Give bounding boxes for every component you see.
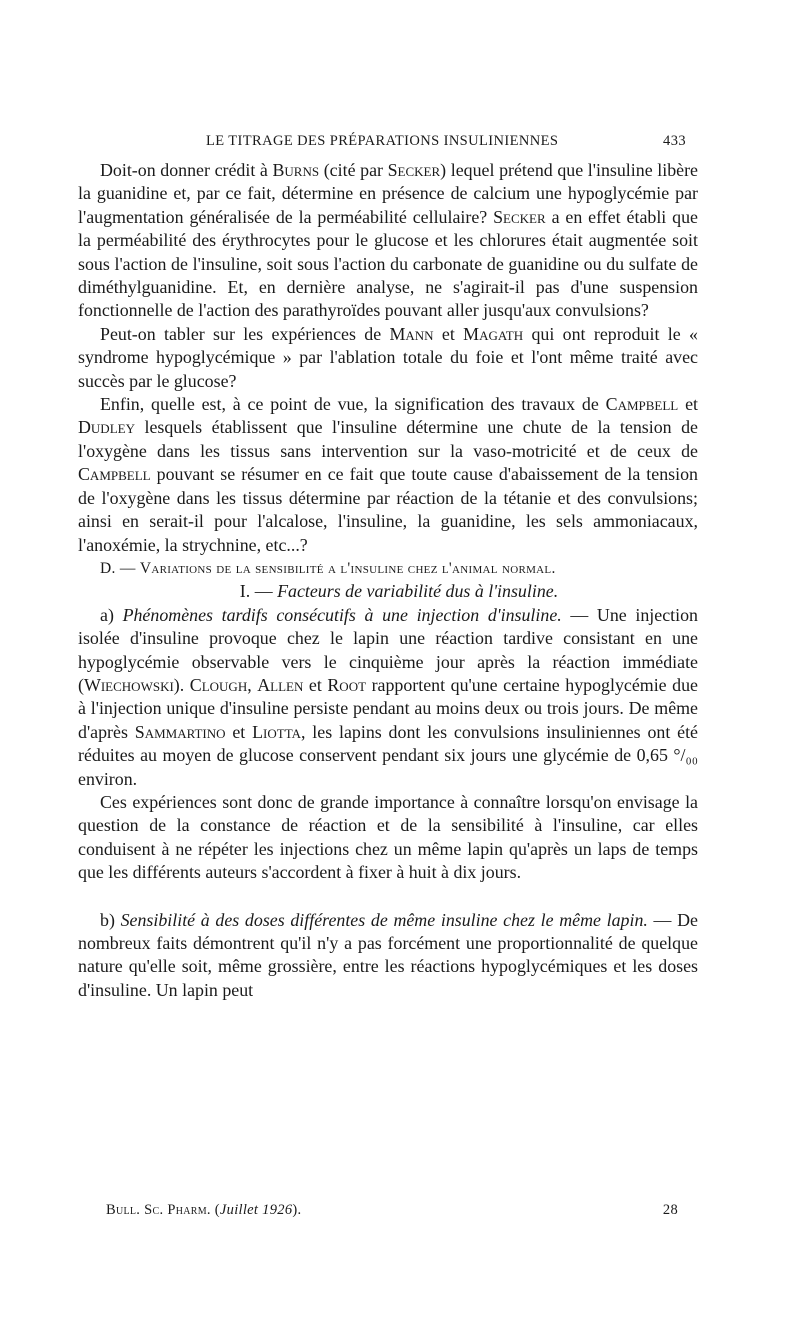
author-name: Secker [493, 206, 546, 227]
paragraph-campbell: Enfin, quelle est, à ce point de vue, la signification des travaux de Campbell et Dudley lesquels établissent que l'insuline détermine une chute de la tension de l'oxygène dans les tissus sans intervention sur la vaso-motricité et de ceux de Campbell pouvant se résumer en ce fait que toute cause d'abaissement de la tension de l'oxygène dans les tissus détermine par réaction de la tétanie et des convulsions; ainsi en serait-il pour l'alcalose, l'insuline, la guanidine, les sels ammoniacaux, l'anoxémie, la strychnine, etc...? [78, 394, 698, 555]
author-name: Root [327, 674, 367, 695]
author-name: Campbell [605, 394, 679, 415]
page-footer: Bull. Sc. Pharm. (Juillet 1926). 28 [106, 1202, 678, 1218]
paragraph-title: Sensibilité à des doses différentes de même insuline chez le même lapin. [120, 909, 648, 930]
paragraph-title: Phénomènes tardifs consécutifs à une injection d'insuline. [122, 604, 562, 625]
author-name: Liotta [252, 721, 301, 742]
author-name: Secker [387, 160, 441, 180]
author-name: Mann [389, 323, 434, 344]
paragraph-a-late-phenomena: a) Phénomènes tardifs consécutifs à une injection d'insuline. — Une injection isolée d'insuline provoque chez le lapin une réaction tardive consistant en une hypoglycémie observable vers le cinquième jour après la réaction immédiate (Wiechowski). Clough, Allen et Root rapportent qu'une certaine hypoglycémie due à l'injection unique d'insuline persiste pendant au moins deux ou trois jours. De même d'après Sammartino et Liotta, les lapins dont les convulsions insuliniennes ont été réduites au moyen de glucose conservent pendant six jours une glycémie de 0,65 °/₀₀ environ. [78, 604, 698, 789]
author-name: Campbell [78, 464, 151, 485]
body-text [78, 159, 698, 1002]
author-name: Dudley [78, 417, 135, 438]
journal-name: Bull. Sc. Pharm. [106, 1202, 211, 1218]
paragraph-mann-magath: Peut-on tabler sur les expériences de Mann et Magath qui ont reproduit le « syndrome hypoglycémique » par l'ablation totale du foie et l'ont même traité avec succès par le glucose? [78, 323, 698, 391]
paragraph-spacer [78, 885, 698, 909]
author-name: Burns [272, 160, 320, 180]
author-name: Magath [463, 323, 524, 344]
section-heading: D. — Variations de la sensibilité a l'insuline chez l'animal normal. [100, 559, 556, 577]
paragraph-experiments-importance: Ces expériences sont donc de grande importance à connaître lorsqu'on envisage la question de la constance de réaction et de la sensibilité à l'insuline, car elles conduisent à ne répéter les injections chez un même lapin qu'après un laps de temps que les différents auteurs s'accordent à fixer à huit à dix jours. [78, 791, 698, 883]
paragraph-burns: Doit-on donner crédit à Burns (cité par Secker) lequel prétend que l'insuline libère la guanidine et, par ce fait, détermine en présence de calcium une hypoglycémie par l'augmentation généralisée de la perméabilité cellulaire? Secker a en effet établi que la perméabilité des érythrocytes pour le glucose et les chlorures était augmentée soit sous l'action de l'insuline, soit sous l'action du carbonate de guanidine ou du sulfate de diméthylguanidine. Et, en dernière analyse, ne s'agirait-il pas d'une suspension fonctionnelle de l'action des parathyroïdes pouvant aller jusqu'aux convulsions? [78, 160, 698, 321]
author-name: Wiechowski [83, 674, 174, 695]
signature-mark: 28 [662, 1202, 678, 1218]
running-title: LE TITRAGE DES PRÉPARATIONS INSULINIENNES [206, 133, 559, 149]
author-name: Sammartino [134, 721, 226, 742]
subsection-heading: I. — Facteurs de variabilité dus à l'insuline. [239, 581, 559, 602]
page-number: 433 [663, 133, 686, 149]
author-name: Clough [189, 674, 248, 695]
author-name: Allen [257, 674, 304, 695]
paragraph-b-sensitivity: b) Sensibilité à des doses différentes de même insuline chez le même lapin. — De nombreux faits démontrent qu'il n'y a pas forcément une proportionnalité de quelque nature qu'elle soit, même grossière, entre les réactions hypoglycémiques et les doses d'insuline. Un lapin peut [78, 909, 698, 1000]
running-header [206, 133, 686, 150]
issue-date: Juillet 1926 [219, 1202, 293, 1218]
